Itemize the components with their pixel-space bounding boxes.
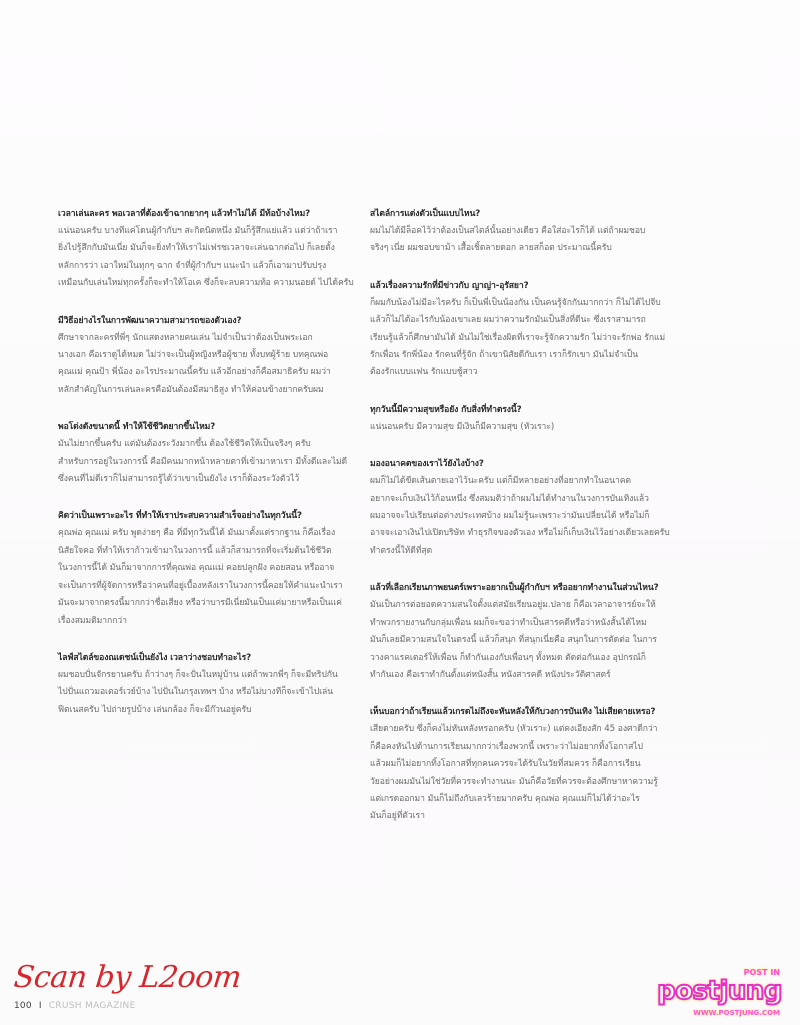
qa-block bbox=[58, 313, 370, 400]
question: ทุกวันนี้มีความสุขหรือยัง กับสิ่งที่ทำตรงนี้? bbox=[370, 404, 522, 415]
answer-line: จริงๆ เนี่ย ผมชอบขาม้า เสื้อเชิ้ตลายดอก ลายสก็อต ประมาณนี้ครับ bbox=[370, 243, 612, 254]
qa-block bbox=[370, 206, 700, 258]
page-number: 100 bbox=[14, 1001, 32, 1011]
qa-block bbox=[370, 704, 700, 825]
question: เห็นบอกว่าถ้าเรียนแล้วเกรดไม่ถึงจะหันหลังให้กับวงการบันเทิง ไม่เสียดายเหรอ? bbox=[370, 707, 656, 718]
answer-line: แต่เกรดออกมา มันก็ไม่ถึงกับเลวร้ายมากครับ คุณพ่อ คุณแม่ก็ไม่ได้ว่าอะไร bbox=[370, 793, 640, 804]
watermark-url: WWW.POSTJUNG.COM bbox=[693, 1009, 780, 1017]
qa-block bbox=[58, 206, 370, 293]
answer-line: ทำกันเอง คือเราทำกันตั้งแต่หนังสั้น หนังสารคดี หนังประวัติศาสตร์ bbox=[370, 669, 611, 680]
answer-line: เหมือนกับเล่นใหม่ทุกครั้งก็จะทำให้โอเค ซึ่งก็จะลบความท้อ ความนอยด์ ไปได้ครับ bbox=[58, 278, 354, 289]
answer-line: แน่นอนครับ บางทีแค่โดนผู้กำกับฯ สะกิดนิดหนึ่ง มันก็รู้สึกแย่แล้ว แต่ว่าถ้าเรา bbox=[58, 226, 338, 236]
qa-block bbox=[370, 580, 700, 684]
answer-line: เสียดายครับ ซึ่งก็คงไม่หันหลังหรอกครับ (หัวเราะ) แต่คงเอียงสัก 45 องศาดีกว่า bbox=[370, 724, 658, 735]
question: ไลฟ์สไตล์ของณเดชน์เป็นยังไง เวลาว่างชอบทำอะไร? bbox=[58, 652, 251, 663]
magazine-name: CRUSH MAGAZINE bbox=[48, 1001, 136, 1011]
answer-line: รักเพื่อน รักพี่น้อง รักคนที่รู้จัก ถ้าเขานิสัยดีกับเรา เราก็รักเขา มันไม่จำเป็น bbox=[370, 350, 639, 361]
qa-block bbox=[58, 650, 370, 719]
answer-line: ซึ่งคนที่ไม่ดีเราก็ไม่สามารถรู้ได้ว่าเขาเป็นยังไง เราก็ต้องระวังตัวไว้ bbox=[58, 474, 300, 485]
answer-line: มันไม่ยากขึ้นครับ แต่มันต้องระวังมากขึ้น ต้องใช้ชีวิตให้เป็นจริงๆ ครับ bbox=[58, 439, 311, 450]
question: สไตล์การแต่งตัวเป็นแบบไหน? bbox=[370, 209, 481, 219]
answer-line: คุณแม่ คุณป้า พี่น้อง อะไรประมาณนี้ครับ แล้วอีกอย่างก็คือสมาธิครับ ผมว่า bbox=[58, 367, 331, 378]
answer-line: เรื่องสมมติมากกว่า bbox=[58, 615, 127, 626]
answer-line: ผมไม่ได้มีล็อคไว้ว่าต้องเป็นสไตล์นั้นอย่างเดียว คือใส่อะไรก็ได้ แต่ถ้าผมชอบ bbox=[370, 226, 646, 236]
answer-line: แน่นอนครับ มีความสุข มีเงินก็มีความสุข (หัวเราะ) bbox=[370, 421, 555, 432]
page-folio bbox=[14, 1001, 136, 1011]
answer-line: นางเอก คือเราดูได้หมด ไม่ว่าจะเป็นผู้หญิงหรือผู้ชาย ทั้งบทผู้ร้าย บทคุณพ่อ bbox=[58, 350, 329, 361]
question: มีวิธีอย่างไรในการพัฒนาความสามารถของตัวเอง? bbox=[58, 315, 242, 326]
answer-line: มันเป็นการต่อยอดความสนใจตั้งแต่สมัยเรียนอยู่ม.ปลาย ก็คือเวลาอาจารย์จะให้ bbox=[370, 600, 656, 611]
postjung-watermark bbox=[628, 968, 788, 1020]
question: คิดว่าเป็นเพราะอะไร ที่ทำให้เราประสบความสำเร็จอย่างในทุกวันนี้? bbox=[58, 511, 302, 522]
postjung-logo: postjung bbox=[657, 976, 782, 1006]
answer-line: อยากจะเก็บเงินไว้ก้อนหนึ่ง ซึ่งสมมติว่าถ้าผมไม่ได้ทำงานในวงการบันเทิงแล้ว bbox=[370, 493, 649, 504]
answer-line: จะเป็นการที่ผู้จัดการหรือว่าคนที่อยู่เบื้องหลังเราในวงการนี้คอยให้คำแนะนำเรา bbox=[58, 580, 343, 591]
answer-line: วัยอย่างผมมันไม่ใช่วัยที่ควรจะทำงานนะ มันก็คือวัยที่ควรจะต้องศึกษาหาความรู้ bbox=[370, 776, 658, 787]
answer-line: ผมอาจจะไปเรียนต่อต่างประเทศบ้าง ผมไม่รู้นะเพราะว่ามันเปลี่ยนได้ หรือไม่ก็ bbox=[370, 511, 650, 522]
answer-line: คุณพ่อ คุณแม่ ครับ พูดง่ายๆ คือ ที่มีทุกวันนี้ได้ มันมาตั้งแต่รากฐาน ก็คือเรื่อง bbox=[58, 528, 336, 539]
answer-line: หลักการว่า เอาใหม่ในทุกๆ ฉาก จำที่ผู้กำกับฯ แนะนำ แล้วก็เอามาปรับปรุง bbox=[58, 260, 327, 271]
answer-line: ผมก็ไม่ได้ขีดเส้นตายเอาไว้นะครับ แต่ก็มีหลายอย่างที่อยากทำในอนาคต bbox=[370, 476, 631, 487]
answer-line: ยิ่งไปรู้สึกกับมันเนี่ย มันก็จะยิ่งทำให้เราไม่เฟรชเวลาจะเล่นฉากต่อไป ก็เลยตั้ง bbox=[58, 243, 335, 254]
question: เวลาเล่นละคร พอเวลาที่ต้องเข้าฉากยากๆ แล้วทำไม่ได้ มีท้อบ้างไหม? bbox=[58, 209, 311, 219]
answer-line: หลักสำคัญในการเล่นละครคือมันต้องมีสมาธิสูง ทำให้ค่อนข้างยากครับผม bbox=[58, 384, 324, 395]
answer-line: แล้วผมก็ไม่อยากทิ้งโอกาสที่ทุกคนควรจะได้รับในวัยที่สมควร ก็คือการเรียน bbox=[370, 759, 641, 770]
answer-line: ศึกษาจากละครที่พี่ๆ นักแสดงหลายคนเล่น ไม่จำเป็นว่าต้องเป็นพระเอก bbox=[58, 332, 313, 343]
watermark-tagline: POST IN bbox=[743, 968, 780, 977]
left-column bbox=[58, 206, 370, 739]
question: แล้วเรื่องความรักที่มีข่าวกับ ญาญ่า-อุรัสยา? bbox=[370, 280, 529, 291]
question: พอโด่งดังขนาดนี้ ทำให้ใช้ชีวิตยากขึ้นไหม? bbox=[58, 422, 216, 433]
qa-block bbox=[370, 402, 700, 436]
qa-block bbox=[58, 419, 370, 488]
answer-line: ทำพวกรายงานกับกลุ่มเพื่อน ผมก็จะขอว่าทำเป็นสารคดีหรือว่าหนังสั้นได้ไหม bbox=[370, 617, 647, 628]
folio-separator: I bbox=[38, 1001, 42, 1011]
question: แล้วที่เลือกเรียนภาพยนตร์เพราะอยากเป็นผู้กำกับฯ หรืออยากทำงานในส่วนไหน? bbox=[370, 583, 659, 594]
answer-line: ผมชอบปั่นจักรยานครับ ถ้าว่างๆ ก็จะปั่นในหมู่บ้าน แต่ถ้าพวกพี่ๆ ก็จะมีทริปกัน bbox=[58, 669, 338, 680]
answer-line: ในวงการนี้ได้ มันก็มาจากการที่คุณพ่อ คุณแม่ คอยปลูกฝัง คอยสอน หรืออาจ bbox=[58, 563, 335, 574]
answer-line: นิสัยใจคอ ที่ทำให้เราก้าวเข้ามาในวงการนี้ แล้วก็สามารถที่จะเริ่มต้นใช้ชีวิต bbox=[58, 545, 332, 556]
answer-line: ก็ผมกับน้องไม่มีอะไรครับ ก็เป็นพี่เป็นน้องกัน เป็นคนรู้จักกันมากกว่า ก็ไม่ได้ไปจีบ bbox=[370, 297, 661, 308]
answer-line: มันก็อยู่ที่ตัวเรา bbox=[370, 811, 425, 822]
qa-block bbox=[370, 456, 700, 560]
answer-line: ทำตรงนี้ให้ดีที่สุด bbox=[370, 545, 433, 556]
qa-block bbox=[370, 278, 700, 382]
answer-line: ไปปั่นแถวมอเตอร์เวย์บ้าง ไปปั่นในกรุงเทพฯ บ้าง หรือไม่บางทีก็จะเข้าไปเล่น bbox=[58, 687, 334, 698]
scan-credit: Scan by L2oom bbox=[12, 960, 243, 995]
answer-line: แล้วก็ไม่ได้อะไรกับน้องเขาเลย ผมว่าความรักมันเป็นสิ่งที่ดีนะ ซึ่งเราสามารถ bbox=[370, 315, 646, 326]
question: มองอนาคตของเราไว้ยังไงบ้าง? bbox=[370, 459, 484, 470]
answer-line: ฟิตเนสครับ ไปถ่ายรูปบ้าง เล่นกล้อง ก็จะมีก๊วนอยู่ครับ bbox=[58, 704, 252, 715]
answer-line: ก็คือคงหันไปด้านการเรียนมากกว่าเรื่องพวกนี้ เพราะว่าไม่อยากทิ้งโอกาสไป bbox=[370, 741, 643, 752]
answer-line: วางคาแรคเตอร์ให้เพื่อน ก็ทำกันเองกับเพื่อนๆ ทั้งหมด ตัดต่อกันเอง อุปกรณ์ก็ bbox=[370, 652, 646, 663]
right-column bbox=[370, 206, 700, 846]
answer-line: เรียนรู้แล้วก็ศึกษามันได้ มันไม่ใช่เรื่องผิดที่เราจะรู้จักความรัก ไม่ว่าจะรักพ่อ รักแม่ bbox=[370, 332, 666, 343]
qa-block bbox=[58, 508, 370, 629]
answer-line: มันก็เลยมีความสนใจในตรงนี้ แล้วก็สนุก ที่สนุกเนี่ยคือ สนุกในการตัดต่อ ในการ bbox=[370, 635, 657, 646]
answer-line: สำหรับการอยู่ในวงการนี้ คือมีคนมากหน้าหลายตาที่เข้ามาหาเรา มีทั้งดีและไม่ดี bbox=[58, 456, 348, 467]
answer-line: ต้องรักแบบแฟน รักแบบชู้สาว bbox=[370, 367, 478, 378]
answer-line: มันจะมาจากตรงนี้มากกว่าชื่อเสียง หรือว่าบารมีเนี่ยมันเป็นแค่มายาหรือเป็นแค่ bbox=[58, 598, 342, 609]
answer-line: อาจจะเอาเงินไปเปิดบริษัท ทำธุรกิจของตัวเอง หรือไม่ก็เก็บเงินไว้อย่างเดียวเลยครับ bbox=[370, 528, 670, 539]
